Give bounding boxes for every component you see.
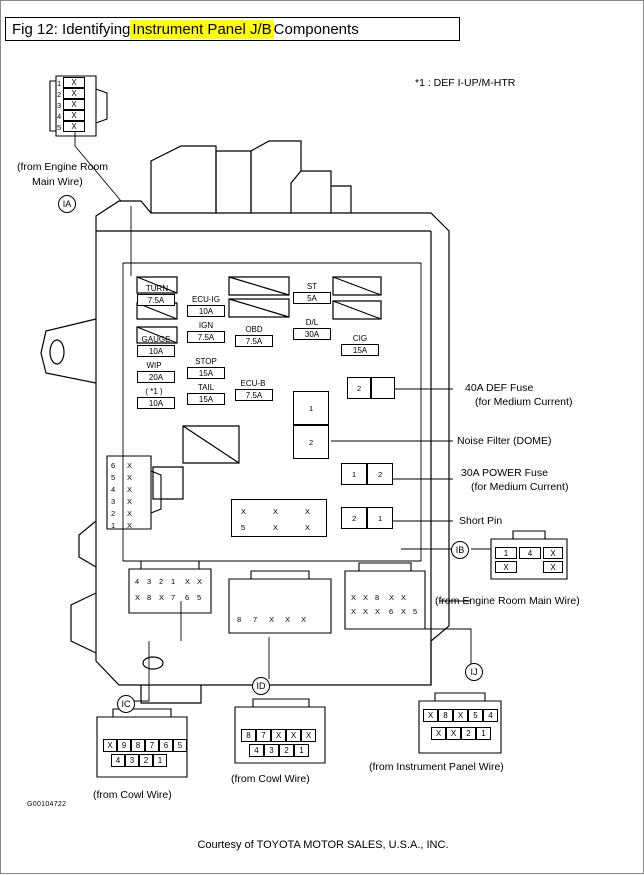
fuse-st-label: ST [306, 282, 318, 291]
figure-code: G00104722 [27, 801, 67, 808]
callout-short-pin: Short Pin [459, 515, 503, 527]
short-pin-cell-2: 1 [367, 507, 393, 529]
connector-ia-caption-line2: Main Wire) [32, 176, 83, 188]
fuse-turn-rating: 7.5A [137, 294, 175, 306]
callout-power-fuse-line1: 30A POWER Fuse [461, 467, 548, 479]
fuse-tail-label: TAIL [197, 383, 215, 392]
fuse-stop-label: STOP [195, 357, 217, 366]
fuse-dl-rating: 30A [293, 328, 331, 340]
fuse-gauge-rating: 10A [137, 345, 175, 357]
callout-noise-filter: Noise Filter (DOME) [457, 435, 552, 447]
marker-ia: IA [58, 195, 76, 213]
title-highlight: Instrument Panel J/B [132, 20, 272, 38]
marker-ij: IJ [465, 663, 483, 681]
fuse-star1-rating: 10A [137, 397, 175, 409]
fuse-ecu-b-rating: 7.5A [235, 389, 273, 401]
fuse-ign-rating: 7.5A [187, 331, 225, 343]
fuse-ecu-b-label: ECU-B [240, 379, 266, 388]
connector-ib-caption: (from Engine Room Main Wire) [435, 595, 580, 607]
note-star1: *1 : DEF I-UP/M-HTR [415, 77, 516, 89]
marker-ib: IB [451, 541, 469, 559]
callout-def-fuse-line2: (for Medium Current) [475, 396, 573, 408]
fuse-cig-label: CIG [352, 334, 368, 343]
fuse-turn-label: TURN [145, 284, 169, 293]
fuse-ign-label: IGN [198, 321, 214, 330]
power-fuse-cell-2: 2 [367, 463, 393, 485]
title-suffix: Components [273, 20, 359, 38]
def-fuse-cell-2 [371, 377, 395, 399]
fuse-tail-rating: 15A [187, 393, 225, 405]
connector-ia-caption-line1: (from Engine Room [17, 161, 109, 173]
callout-def-fuse-line1: 40A DEF Fuse [465, 382, 534, 394]
marker-id: ID [252, 677, 270, 695]
fuse-wip-rating: 20A [137, 371, 175, 383]
def-fuse-cell-1: 2 [347, 377, 371, 399]
figure-footer: Courtesy of TOYOTA MOTOR SALES, U.S.A., INC. [197, 839, 449, 851]
fuse-obd-label: OBD [245, 325, 263, 334]
fuse-ecu-ig-rating: 10A [187, 305, 225, 317]
power-fuse-cell-1: 1 [341, 463, 367, 485]
marker-ic: IC [117, 695, 135, 713]
fuse-stop-rating: 15A [187, 367, 225, 379]
fuse-obd-rating: 7.5A [235, 335, 273, 347]
center-x-connector [231, 499, 327, 537]
figure-page: Fig 12: Identifying Instrument Panel J/B Components *1 : DEF I-UP/M-HTR (from Engine Room Main Wire) IA X X X X X 1 2 3 4 5 TURN 7.5A ECU-IG 10A IGN 7.5A GAUGE 10A WIP 20A ( *1 ) 10A STOP 15A TAIL 15A OBD 7.5A ECU-B 7.5A ST 5A D/L 30A CIG 15A 1 2 2 1 2 2 1 X X X 5 X X 6 5 4 3 2 1 X X X X X X 4 3 2 1 X X X 8 X 7 6 5 8 7 X X X X X 8 X X X X X 6 X 5 40A DEF Fuse (for Medium Current) Noise Filter (DOME) 30A POWER Fuse (for Medium Current) Short Pin IB 1 4 X X X (from Engine Room Main Wire) IJ X 8 X 5 4 X X 2 1 (from Instrument Panel Wire) IC X 9 8 7 6 5 4 3 2 1 (from Cowl Wire) ID 8 7 X X X 4 3 2 1 (from Cowl Wire) G00104722 Courtesy of TOYOTA MOTOR SALES, U.S.A., INC. [0, 0, 644, 874]
fuse-ecu-ig-label: ECU-IG [192, 295, 220, 304]
title-prefix: Fig 12: Identifying [12, 20, 131, 38]
fuse-st-rating: 5A [293, 292, 331, 304]
short-pin-cell-1: 2 [341, 507, 367, 529]
relay-block-2: 2 [293, 425, 329, 459]
fuse-dl-label: D/L [305, 318, 319, 327]
fuse-wip-label: WIP [146, 361, 162, 370]
fuse-star1-label: ( *1 ) [145, 387, 163, 396]
connector-ic-caption: (from Cowl Wire) [93, 789, 172, 801]
relay-block-1: 1 [293, 391, 329, 425]
fuse-gauge-label: GAUGE [141, 335, 171, 344]
connector-id-caption: (from Cowl Wire) [231, 773, 310, 785]
connector-ij-caption: (from Instrument Panel Wire) [369, 761, 504, 773]
callout-power-fuse-line2: (for Medium Current) [471, 481, 569, 493]
fuse-cig-rating: 15A [341, 344, 379, 356]
